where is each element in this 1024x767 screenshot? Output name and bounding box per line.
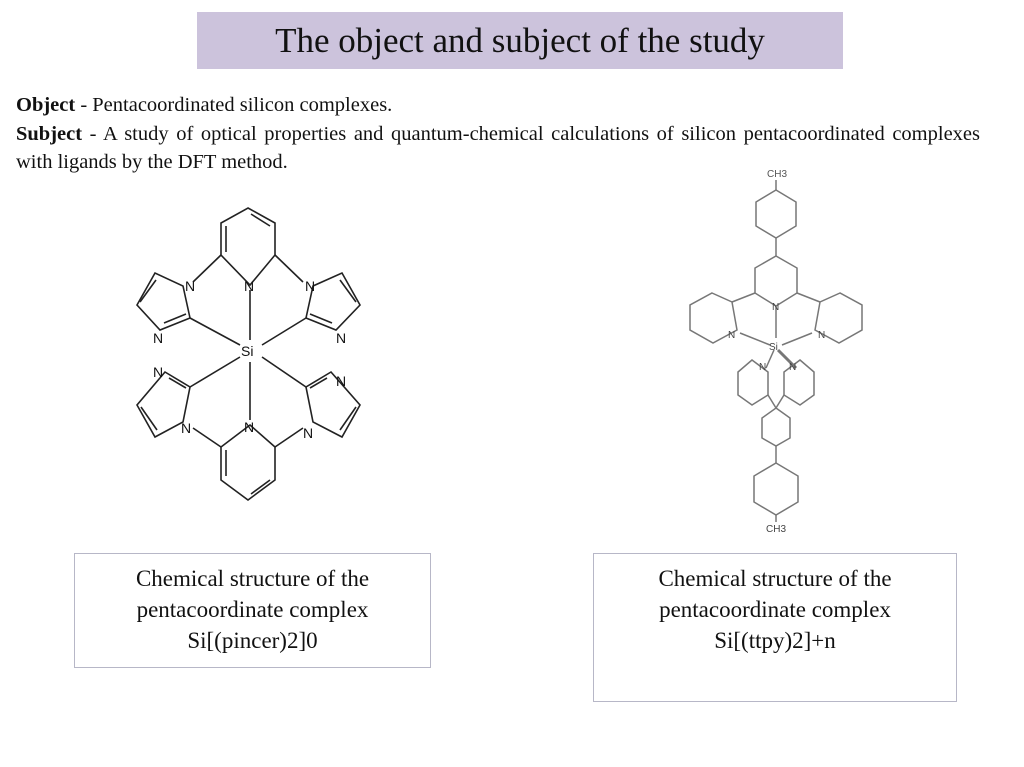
central-pyridine-ring-bottom (762, 408, 790, 446)
atom-si-label: Si (769, 342, 778, 353)
slide-title: The object and subject of the study (275, 20, 765, 60)
atom-n-label: N (153, 330, 164, 346)
object-text: - Pentacoordinated silicon complexes. (75, 94, 393, 116)
tolyl-ring-bottom (754, 463, 798, 515)
pincer-structure-diagram (120, 195, 390, 515)
atom-n-label: N (244, 419, 255, 435)
object-label: Object (16, 94, 76, 116)
methyl-top-label: CH3 (767, 169, 788, 180)
atom-n-label: N (185, 278, 196, 294)
tolyl-ring-top (756, 190, 796, 238)
ttpy-structure-diagram (680, 160, 880, 540)
atom-n-label: N (728, 330, 736, 341)
atom-n-label: N (789, 362, 797, 373)
atom-si-label: Si (241, 343, 254, 359)
top-pyridine-ring (221, 208, 275, 285)
atom-n-label: N (153, 364, 164, 380)
subject-text: - A study of optical properties and quantum-chemical calculations of silicon pentacoordinated complexes with ligands by the DFT method. (16, 122, 980, 173)
methyl-bottom-label: CH3 (766, 524, 787, 535)
atom-n-label: N (818, 330, 826, 341)
caption-line: Chemical structure of the (658, 566, 892, 591)
title-banner (197, 12, 843, 69)
caption-line: Chemical structure of the (135, 566, 370, 591)
central-pyridine-ring-top (755, 256, 797, 306)
atom-n-label: N (759, 362, 767, 373)
caption-line: pentacoordinate complex (136, 597, 369, 622)
caption-line: Si[(pincer)2]0 (187, 628, 318, 653)
subject-label: Subject (16, 122, 83, 145)
imidazole-ring-upper-left (137, 273, 190, 330)
bottom-pyridine-ring (221, 425, 275, 500)
caption-line: Si[(ttpy)2]+n (714, 628, 836, 653)
atom-n-label: N (244, 278, 255, 294)
object-paragraph (16, 91, 980, 120)
caption-line: pentacoordinate complex (659, 597, 891, 622)
atom-n-label: N (303, 425, 314, 441)
caption-right (593, 553, 957, 702)
atom-n-label: N (305, 278, 316, 294)
atom-n-label: N (772, 302, 780, 313)
atom-n-label: N (336, 330, 347, 346)
caption-left (74, 553, 431, 668)
atom-n-label: N (336, 373, 347, 389)
atom-n-label: N (181, 420, 192, 436)
imidazole-ring-lower-right (306, 372, 360, 437)
